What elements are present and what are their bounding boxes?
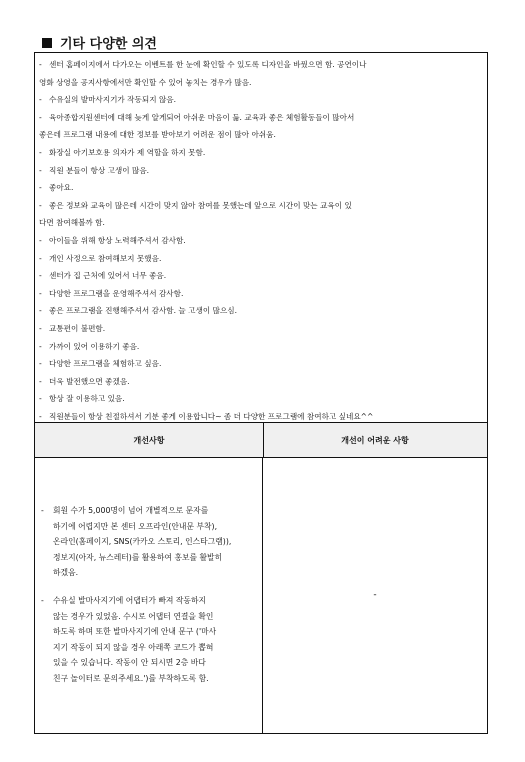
comment-line	[39, 56, 483, 74]
comment-text: 다면 참여해볼까 함.	[39, 218, 105, 228]
comments-list	[35, 53, 487, 423]
improvement-line: 있을 수 있습니다. 작동이 안 되시면 2층 바다	[53, 658, 206, 668]
comment-text: 더욱 발전했으면 좋겠음.	[49, 376, 130, 386]
opinions-table	[34, 52, 488, 734]
dash-bullet: -	[39, 60, 42, 69]
header-difficult: 개선이 어려운 사항	[341, 435, 409, 445]
comment-line	[39, 373, 483, 391]
comment-line	[39, 109, 483, 127]
improvement-line: 하도록 하며 또한 발마사지기에 안내 문구 ('마사	[53, 627, 217, 637]
comment-line	[39, 250, 483, 268]
comment-text: 센터 홈페이지에서 다가오는 이벤트를 한 눈에 확인할 수 있도록 디자인을 바꿨으면 함. 공연이나	[49, 60, 367, 69]
improvement-text	[53, 503, 256, 581]
dash-bullet: -	[39, 235, 42, 245]
comment-text: 센터가 집 근처에 있어서 너무 좋음.	[49, 271, 167, 281]
comment-line	[39, 320, 483, 338]
dash-bullet: -	[39, 200, 42, 210]
table-body-row	[35, 457, 487, 733]
comment-line	[39, 126, 483, 144]
comment-text: 좋은 정보와 교육이 많은데 시간이 맞지 않아 참여를 못했는데 앞으로 시간이 맞는 교육이 있	[49, 200, 352, 210]
dash-bullet: -	[39, 253, 42, 263]
improvement-line: 온라인(홈페이지, SNS(카카오 스토리, 인스타그램)),	[53, 537, 232, 547]
comment-line	[39, 91, 483, 109]
comment-text: 화장실 아기보호용 의자가 제 역할을 하지 못함.	[49, 147, 206, 157]
comment-text: 영화 상영을 공지사항에서만 확인할 수 있어 놓치는 경우가 많음.	[39, 77, 252, 87]
comment-line	[39, 144, 483, 162]
improvement-line: 수유실 발마사지기에 어댑터가 빠져 작동하지	[53, 595, 207, 605]
comment-text: 가까이 있어 이용하기 좋음.	[49, 341, 140, 351]
dash-bullet: -	[39, 341, 42, 351]
improvement-item	[41, 593, 256, 687]
comment-line	[39, 232, 483, 250]
improvements-list	[41, 457, 256, 687]
comment-text: 개인 사정으로 참여해보지 못했음.	[49, 253, 162, 263]
dash-bullet: -	[39, 271, 42, 281]
comment-text: 직원 분들이 항상 고생이 많음.	[49, 165, 150, 175]
comment-text: 좋아요.	[49, 183, 74, 193]
comment-line	[39, 285, 483, 303]
comment-text: 교통편이 불편함.	[49, 323, 106, 333]
comment-line	[39, 267, 483, 285]
comment-text: 항상 잘 이용하고 있음.	[49, 394, 125, 404]
difficult-text: -	[373, 590, 377, 600]
improvement-line: 하겠음.	[53, 568, 79, 578]
improvement-line: 회원 수가 5,000명이 넘어 개별적으로 문자를	[53, 506, 209, 515]
square-bullet-icon	[42, 38, 52, 48]
difficult-cell	[263, 457, 487, 733]
dash-bullet: -	[39, 288, 42, 298]
dash-bullet: -	[41, 595, 44, 605]
comment-line	[39, 355, 483, 373]
improvement-line: 지기 작동이 되지 않을 경우 아래쪽 코드가 뽑혀	[53, 642, 214, 652]
comment-text: 다양한 프로그램을 체험하고 싶음.	[49, 359, 162, 369]
comment-text: 다양한 프로그램을 운영해주셔서 감사함.	[49, 288, 184, 298]
dash-bullet: -	[39, 323, 42, 333]
dash-bullet: -	[39, 165, 42, 175]
improvement-line: 친구 놀이터로 문의주세요.')를 부착하도록 함.	[53, 673, 209, 683]
comment-text: 좋은 프로그램을 진행해주셔서 감사함. 늘 고생이 많으심.	[49, 306, 238, 316]
dash-bullet: -	[39, 411, 42, 421]
table-header-row	[35, 423, 487, 458]
comment-text: 좋은데 프로그램 내용에 대한 정보를 받아보기 어려운 점이 많아 아쉬움.	[39, 130, 276, 140]
comment-line	[39, 214, 483, 232]
comment-line	[39, 390, 483, 408]
comment-line	[39, 162, 483, 180]
comment-text: 아이들을 위해 항상 노력해주셔서 감사함.	[49, 235, 186, 245]
section-title-text: 기타 다양한 의견	[60, 37, 157, 52]
dash-bullet: -	[41, 506, 44, 515]
dash-bullet: -	[39, 95, 42, 105]
improvements-cell	[35, 457, 263, 733]
comment-text: 육아종합지원센터에 대해 늦게 알게되어 아쉬운 마음이 듦. 교육과 좋은 체험활동들이 많아서	[49, 112, 355, 122]
dash-bullet: -	[39, 306, 42, 316]
improvement-text	[53, 593, 256, 687]
comment-line	[39, 197, 483, 215]
dash-bullet: -	[39, 376, 42, 386]
dash-bullet: -	[39, 394, 42, 404]
comment-line	[39, 74, 483, 92]
dash-bullet: -	[39, 147, 42, 157]
comment-line	[39, 179, 483, 197]
comment-line	[39, 338, 483, 356]
comment-text: 직원분들이 항상 친절하셔서 기분 좋게 이용합니다~ 좀 더 다양한 프로그램에 참여하고 싶네요^^	[49, 411, 374, 421]
comment-line	[39, 302, 483, 320]
improvement-line: 않는 경우가 있었음. 수시로 어댑터 연결을 확인	[53, 611, 214, 621]
improvement-line: 정보지(아자, 뉴스레터)를 활용하여 홍보를 활발히	[53, 552, 223, 562]
header-improvements: 개선사항	[35, 423, 264, 457]
comment-text: 수유실의 발마사지기가 작동되지 않음.	[49, 95, 177, 105]
dash-bullet: -	[39, 359, 42, 369]
dash-bullet: -	[39, 183, 42, 193]
dash-bullet: -	[39, 112, 42, 122]
improvement-line: 하기에 어렵지만 본 센터 오프라인(안내문 부착),	[53, 521, 218, 531]
section-title	[42, 33, 157, 52]
improvement-item	[41, 503, 256, 581]
